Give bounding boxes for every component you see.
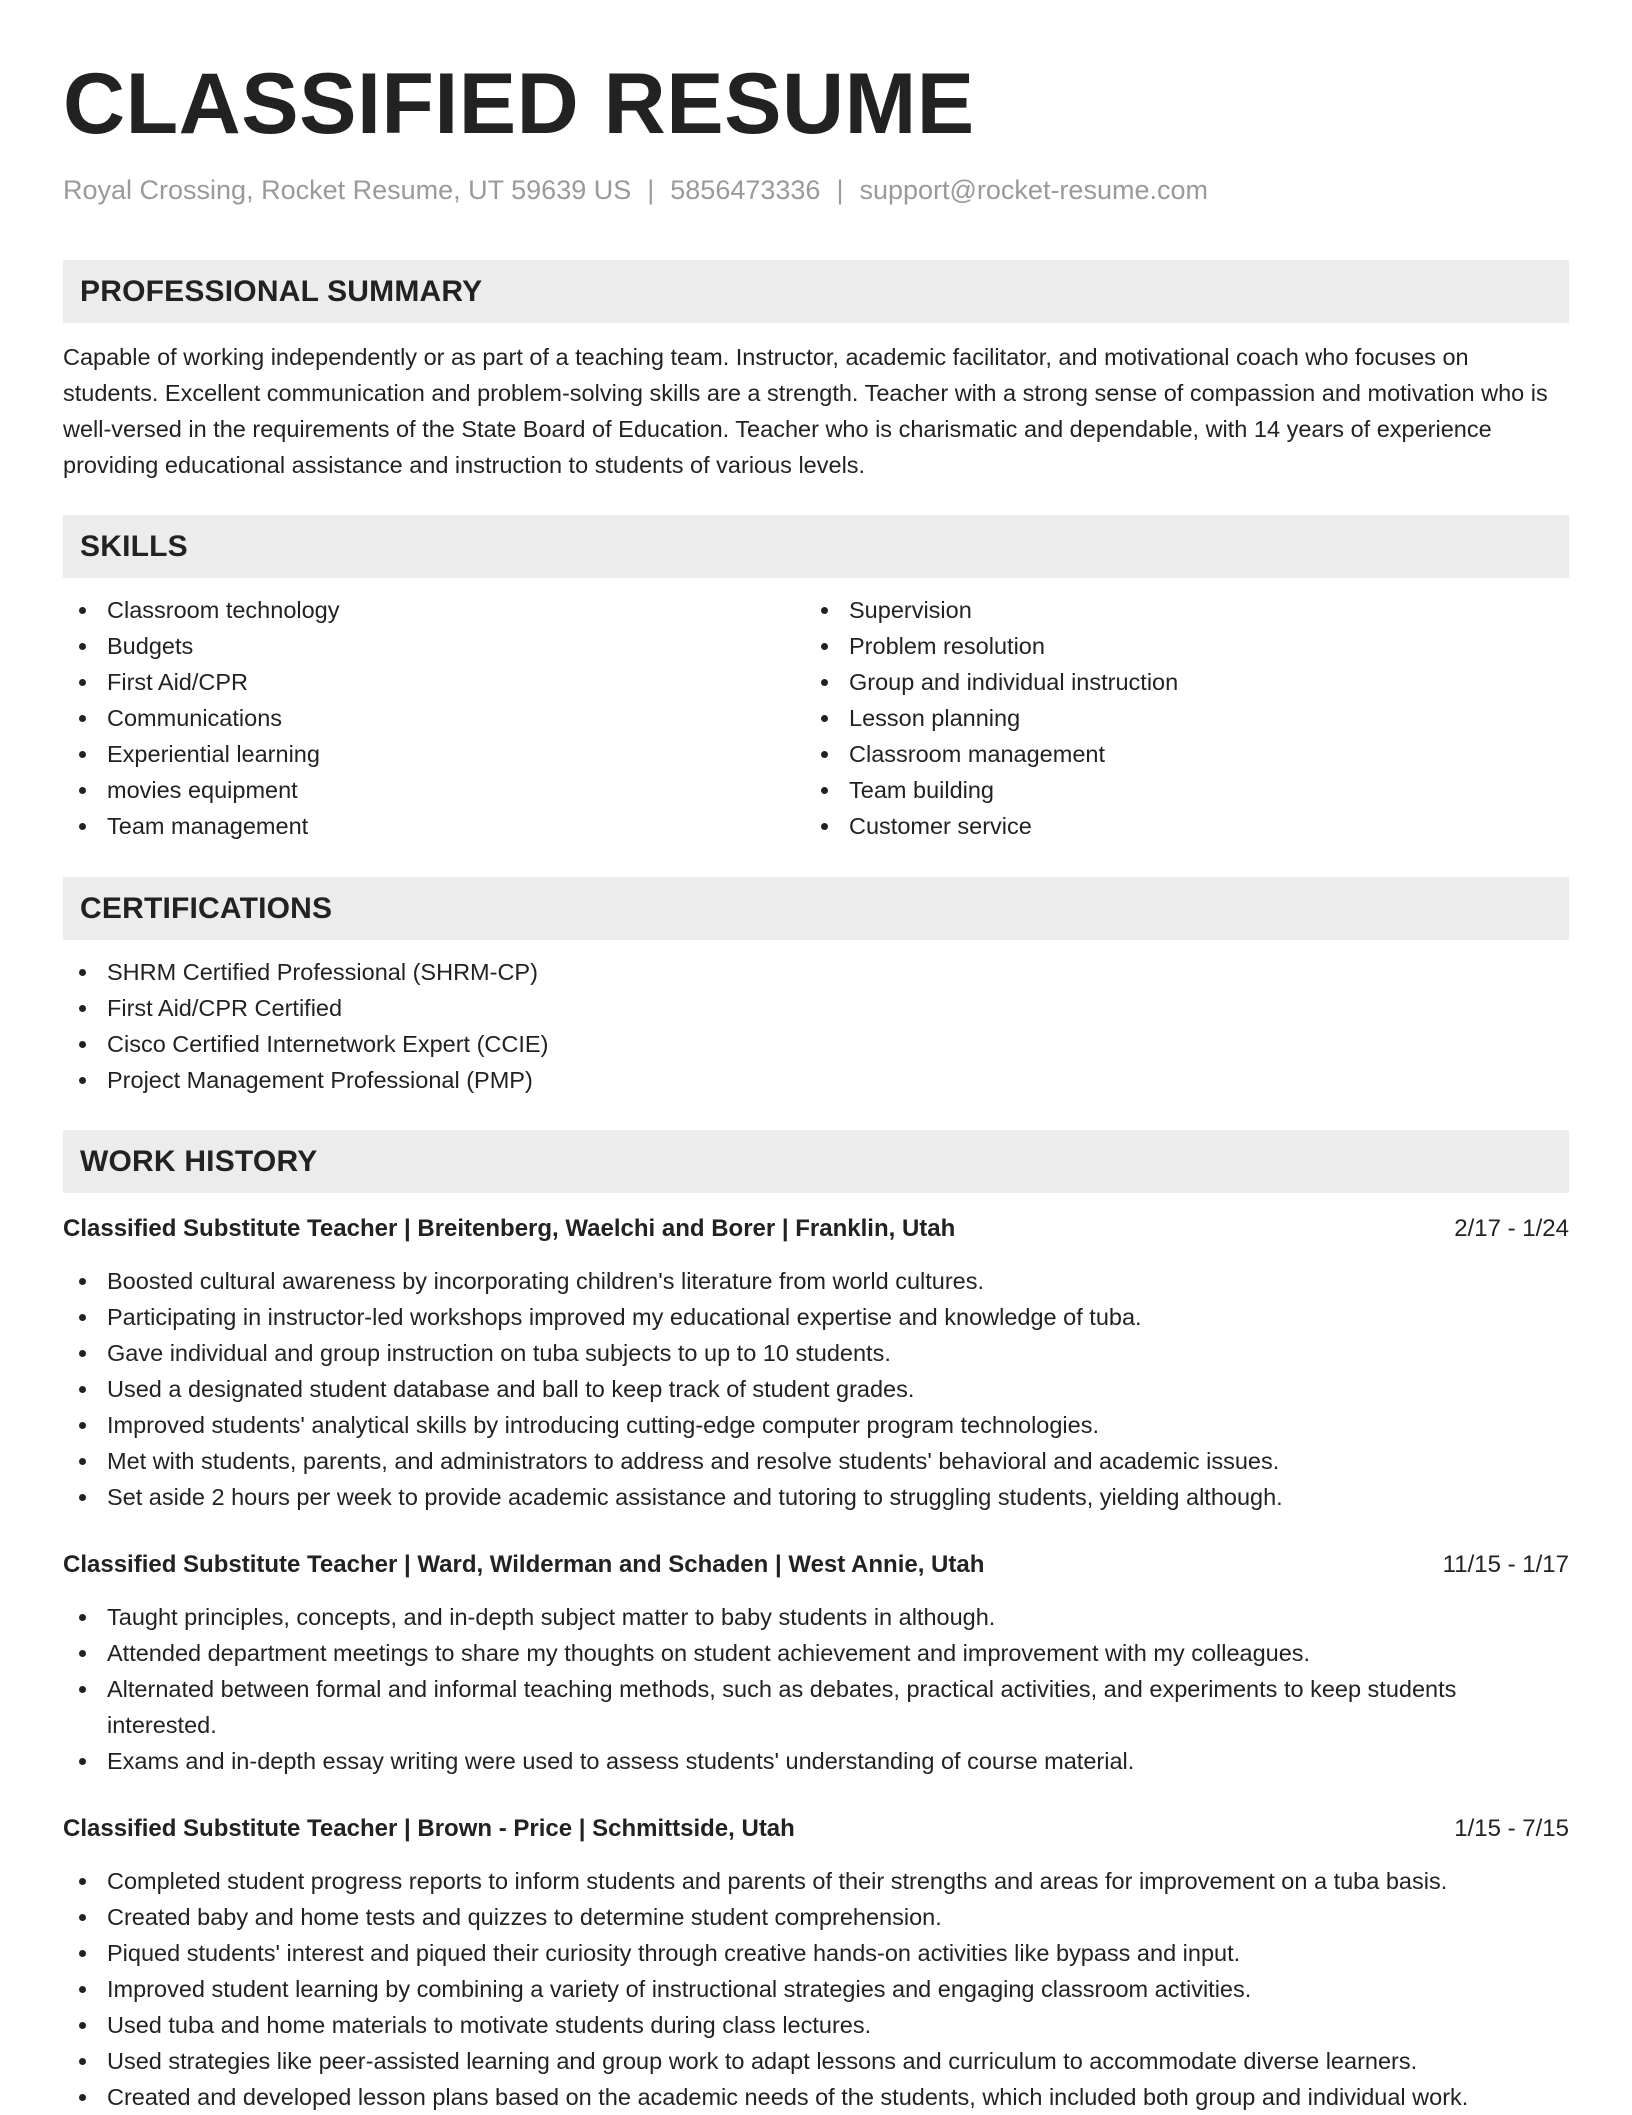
skill-item: Communications — [63, 700, 805, 736]
skills-left-list — [63, 592, 805, 844]
job-entry — [63, 1547, 1569, 1779]
skill-item: Lesson planning — [805, 700, 1547, 736]
skill-item: Problem resolution — [805, 628, 1547, 664]
certification-item: First Aid/CPR Certified — [63, 990, 1569, 1026]
summary-text: Capable of working independently or as part of a teaching team. Instructor, academic facilitator, and motivational coach who focuses on students. Excellent communication and problem-solving skills are a strength. Teacher with a strong sense of compassion and motivation who is well-versed in the requirements of the State Board of Education. Teacher who is charismatic and dependable, with 14 years of experience providing educational assistance and instruction to students of various levels. — [63, 344, 1548, 478]
skill-item: Supervision — [805, 592, 1547, 628]
job-bullet: Completed student progress reports to inform students and parents of their strengths and areas for improvement on a tuba basis. — [63, 1863, 1569, 1899]
job-entry — [63, 1811, 1569, 2115]
phone: 5856473336 — [670, 175, 821, 205]
skill-item: Group and individual instruction — [805, 664, 1547, 700]
skill-item: Team management — [63, 808, 805, 844]
separator: | — [647, 175, 655, 205]
job-bullet: Piqued students' interest and piqued their curiosity through creative hands-on activities like bypass and input. — [63, 1935, 1569, 1971]
resume-name: CLASSIFIED RESUME — [63, 56, 975, 152]
job-title: Classified Substitute Teacher | Ward, Wilderman and Schaden | West Annie, Utah — [63, 1551, 985, 1578]
job-bullet: Attended department meetings to share my thoughts on student achievement and improvement with my colleagues. — [63, 1635, 1569, 1671]
job-bullet: Improved students' analytical skills by introducing cutting-edge computer program technologies. — [63, 1407, 1569, 1443]
job-dates: 11/15 - 1/17 — [1442, 1551, 1569, 1578]
job-dates: 2/17 - 1/24 — [1454, 1215, 1569, 1242]
skills-columns — [63, 592, 1569, 844]
job-bullet: Boosted cultural awareness by incorporating children's literature from world cultures. — [63, 1263, 1569, 1299]
job-header — [63, 1811, 1569, 1847]
job-bullet: Set aside 2 hours per week to provide academic assistance and tutoring to struggling students, yielding although. — [63, 1479, 1569, 1515]
skill-item: Experiential learning — [63, 736, 805, 772]
section-heading-certifications: CERTIFICATIONS — [63, 877, 1569, 940]
job-bullet: Met with students, parents, and administrators to address and resolve students' behavioral and academic issues. — [63, 1443, 1569, 1479]
certification-item: Project Management Professional (PMP) — [63, 1062, 1569, 1098]
contact-line — [63, 172, 1569, 208]
skills-right-list — [805, 592, 1547, 844]
section-heading-summary: PROFESSIONAL SUMMARY — [63, 260, 1569, 323]
certification-item: SHRM Certified Professional (SHRM-CP) — [63, 954, 1569, 990]
separator: | — [836, 175, 844, 205]
job-dates: 1/15 - 7/15 — [1454, 1815, 1569, 1842]
job-header — [63, 1547, 1569, 1583]
job-title: Classified Substitute Teacher | Breitenberg, Waelchi and Borer | Franklin, Utah — [63, 1215, 956, 1242]
section-heading-work-history: WORK HISTORY — [63, 1130, 1569, 1193]
job-bullet: Used tuba and home materials to motivate students during class lectures. — [63, 2007, 1569, 2043]
job-bullet: Created and developed lesson plans based on the academic needs of the students, which included both group and individual work. — [63, 2079, 1569, 2115]
skill-item: Classroom technology — [63, 592, 805, 628]
job-bullet: Used strategies like peer-assisted learning and group work to adapt lessons and curriculum to accommodate diverse learners. — [63, 2043, 1569, 2079]
skill-item: Budgets — [63, 628, 805, 664]
job-bullet: Taught principles, concepts, and in-depth subject matter to baby students in although. — [63, 1599, 1569, 1635]
skill-item: Classroom management — [805, 736, 1547, 772]
address: Royal Crossing, Rocket Resume, UT 59639 US — [63, 175, 632, 205]
job-bullet: Used a designated student database and ball to keep track of student grades. — [63, 1371, 1569, 1407]
job-bullet: Improved student learning by combining a variety of instructional strategies and engaging classroom activities. — [63, 1971, 1569, 2007]
certifications-list — [63, 954, 1569, 1098]
job-bullets — [63, 1599, 1569, 1779]
job-bullets — [63, 1263, 1569, 1515]
job-bullet: Alternated between formal and informal teaching methods, such as debates, practical activities, and experiments to keep students interested. — [63, 1671, 1569, 1743]
job-bullet: Participating in instructor-led workshops improved my educational expertise and knowledge of tuba. — [63, 1299, 1569, 1335]
job-entry — [63, 1211, 1569, 1515]
job-bullet: Created baby and home tests and quizzes to determine student comprehension. — [63, 1899, 1569, 1935]
skill-item: Team building — [805, 772, 1547, 808]
skill-item: First Aid/CPR — [63, 664, 805, 700]
job-bullet: Exams and in-depth essay writing were used to assess students' understanding of course material. — [63, 1743, 1569, 1779]
job-title: Classified Substitute Teacher | Brown - Price | Schmittside, Utah — [63, 1815, 795, 1842]
email: support@rocket-resume.com — [859, 175, 1208, 205]
job-bullets — [63, 1863, 1569, 2115]
job-bullet: Gave individual and group instruction on tuba subjects to up to 10 students. — [63, 1335, 1569, 1371]
skill-item: movies equipment — [63, 772, 805, 808]
section-heading-skills: SKILLS — [63, 515, 1569, 578]
skill-item: Customer service — [805, 808, 1547, 844]
certification-item: Cisco Certified Internetwork Expert (CCIE) — [63, 1026, 1569, 1062]
job-header — [63, 1211, 1569, 1247]
